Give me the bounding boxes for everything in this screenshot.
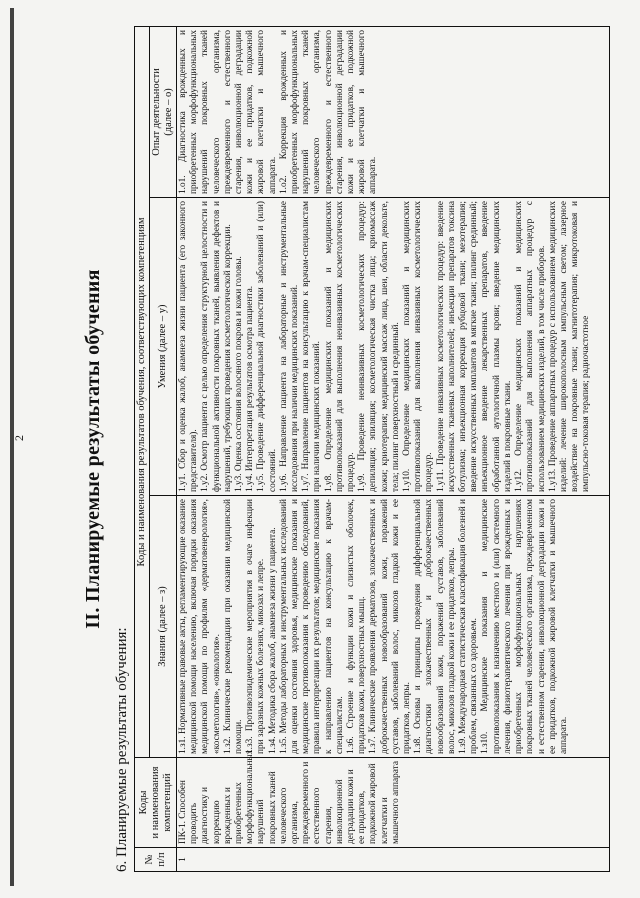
skills-cell	[177, 198, 610, 496]
knowledge-item: 1.з4. Методика сбора жалоб, анамнеза жизни у пациента.	[267, 527, 278, 754]
knowledge-item: 1.з10. Медицинские показания и медицинские противопоказания к назначению местного и (или) системного лечения, физиотерапевтического лечения при врожденных и приобретенных морфофункциональных нарушениях покровных тканей человеческого организма, преждевременном и естественном старении, инволюционной деградации кожи и ее придатков, подкожной жировой клетчатки и мышечного аппарата.	[480, 499, 569, 754]
page-number: 2	[12, 435, 26, 441]
skill-item: 1.у7. Направление пациентов на консультацию к врачам-специалистам при наличии медицинских показаний.	[301, 201, 323, 492]
experience-item: 1.о2. Коррекция врожденных и приобретенных морфофункциональных нарушений покровных тканей человеческого организма, преждевременного и естественного старения, инволюционной деградации кожи и ее придатков, подкожной жировой клетчатки и мышечного аппарата.	[278, 29, 379, 194]
skill-item: 1.у13. Проведение аппаратных процедур с использованием медицинских изделий: лечение широкополосным импульсным светом; лазерное воздействие на покровные ткани; магнитотерапия; микротоковая и импульсно-токовая терапия; радиочастотное	[547, 201, 592, 492]
knowledge-item: 1.з2. Клинические рекомендации при оказании медицинской помощи.	[222, 499, 245, 754]
experience-cell	[177, 26, 610, 197]
skill-item: 1.у9. Проведение неинвазивных косметологических процедур: депиляция; эпиляция; косметологическая чистка лица; криомассаж кожи; криотерапия; медицинский массаж лица, шеи, области декольте, тела; пилинг поверхностный и срединный.	[357, 201, 401, 492]
skill-item: 1.у11. Проведение инвазивных косметологических процедур: введение искусственных тканевых наполнителей; инъекции препаратов токсина ботулизма; инъекционная коррекция рубцовой ткани; мезотерапия; введение искусственных имплантов в мягкие ткани; пилинг срединный; инъекционное введение лекарственных препаратов, введение обработанной аутологичной плазмы крови; введение медицинских изделий в покровные ткани.	[435, 201, 513, 492]
skill-item: 1.у3. Оценка состояния волосяного покрова и кожи головы.	[234, 256, 245, 492]
section-title: II. Планируемые результаты обучения	[82, 269, 104, 629]
header-group: Коды и наименования результатов обучения, соответствующих компетенциям	[135, 26, 150, 757]
competency-code: ПК-1. Способен проводить диагностику и коррекцию врожденных и приобретенных морфофункциональных нарушений покровных тканей человеческого организма, преждевременного и естественного старения, инволюционной деградации кожи и ее придатков, подкожной жировой клетчатки и мышечного аппарата	[177, 758, 610, 848]
experience-item: 1.о1. Диагностика врожденных и приобретенных морфофункциональных нарушений покровных тканей человеческого организма, преждевременного и естественного старения, инволюционной деградации кожи и ее придатков, подкожной жировой клетчатки и мышечного аппарата.	[178, 29, 278, 194]
skill-item: 1.у4. Интерпретация результатов осмотра пациента.	[245, 285, 256, 492]
skill-item: 1.у2. Осмотр пациента с целью определения структурной целостности и функциональной активности покровных тканей, выявления дефектов и нарушений, требующих проведения косметологической коррекции.	[200, 201, 233, 492]
knowledge-item: 1.з5. Методы лабораторных и инструментальных исследований для оценки состояния здоровья, медицинские показания и медицинские противопоказания к проведению обследований, правила интерпретации их результатов; медицинские показания к направлению пациентов на консультацию к врачам-специалистам.	[278, 499, 345, 754]
header-code: Коды и наименования компетенций	[135, 758, 177, 848]
knowledge-item: 1.з1. Нормативные правовые акты, регламентирующие оказание медицинской помощи населению, включая порядки оказания медицинской помощи по профилям «дерматовенерология», «косметология», «онкология».	[178, 499, 222, 754]
header-knowledge: Знания (далее – з)	[150, 496, 177, 758]
skill-item: 1.у10. Определение медицинских показаний и медицинских противопоказаний для выполнения инвазивных косметологических процедур.	[402, 201, 435, 492]
skill-item: 1.у12. Определение медицинских показаний и медицинских противопоказаний для выполнения аппаратных процедур с использованием медицинских изделий, в том числе приборов.	[514, 201, 547, 492]
skill-item: 1.у8. Определение медицинских показаний и медицинских противопоказаний для выполнения неинвазивных косметологических процедур.	[323, 201, 357, 492]
knowledge-item: 1.з6. Строение и функции кожи и слизистых оболочек, придатков кожи, поверхностных мышц.	[346, 499, 368, 754]
knowledge-item: 1.з8. Основы и принципы проведения дифференциальной диагностики злокачественных и доброкачественных новообразований кожи, поражений суставов, заболеваний волос, микозов гладкой кожи и ее придатков, лепры.	[413, 499, 457, 754]
skill-item: 1.у1. Сбор и оценка жалоб, анамнеза жизни пациента (его законного представителя).	[178, 201, 200, 492]
row-num: 1	[177, 848, 610, 872]
header-skills: Умения (далее – у)	[150, 198, 177, 496]
subtitle: 6. Планируемые результаты обучения:	[114, 627, 130, 872]
skill-item: 1.у5. Проведение дифференциальной диагностики заболеваний и (или) состояний.	[256, 201, 278, 492]
table-row	[177, 26, 610, 871]
knowledge-cell	[177, 496, 610, 758]
header-experience: Опыт деятельности (далее – о)	[150, 26, 177, 197]
header-num: № п/п	[135, 848, 177, 872]
results-table	[134, 26, 610, 872]
knowledge-item: 1.з9. Международная статистическая классификация болезней и проблем, связанных со здоровьем.	[458, 499, 480, 754]
skill-item: 1.у6. Направление пациента на лабораторные и инструментальные исследования при наличии медицинских показаний.	[278, 201, 301, 492]
knowledge-item: 1.з7. Клинические проявления дерматозов, злокачественных и доброкачественных новообразований кожи, поражений суставов, заболеваний волос, микозов гладкой кожи и ее придатков, лепры.	[368, 499, 413, 754]
knowledge-item: 1.з3. Противоэпидемические мероприятия в очаге инфекции при заразных кожных болезнях, микозах и лепре.	[245, 499, 267, 754]
